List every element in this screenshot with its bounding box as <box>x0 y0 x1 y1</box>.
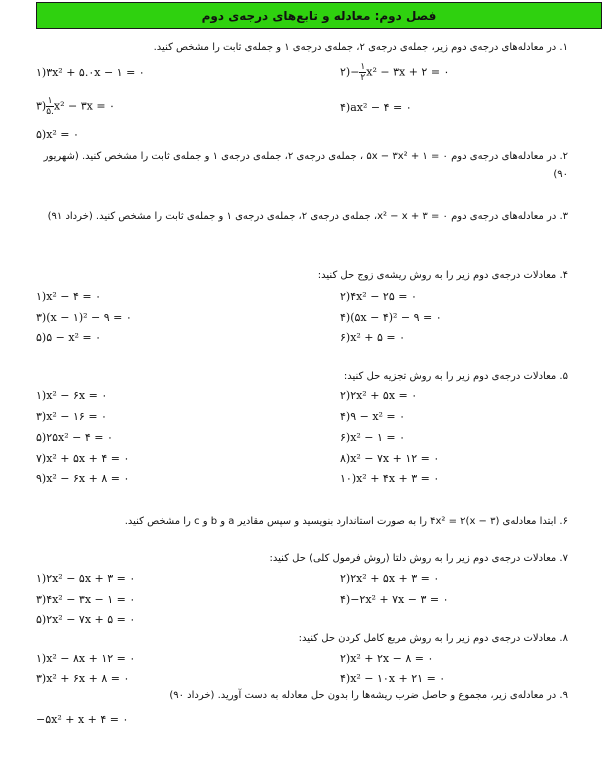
q1-equation-1: ۱)۳x² + ۵.۰x − ۱ = ۰ <box>36 66 145 79</box>
question-7-text: ۷. معادلات درجه‌ی دوم زیر را به روش دلتا (روش فرمول کلی) حل کنید: <box>269 553 568 564</box>
chapter-title: فصل دوم: معادله و تابع‌های درجه‌ی دوم <box>201 9 437 23</box>
q7-equation-1: ۱)۲x² − ۵x + ۳ = ۰ <box>36 572 136 585</box>
q5-equation-10: ۱۰)x² + ۴x + ۳ = ۰ <box>340 472 440 485</box>
q8-equation-4: ۴)x² − ۱۰x + ۲۱ = ۰ <box>340 672 446 685</box>
q5-equation-7: ۷)x² + ۵x + ۴ = ۰ <box>36 452 130 465</box>
q5-equation-4: ۴)۹ − x² = ۰ <box>340 410 406 423</box>
q1-equation-2 <box>340 62 449 83</box>
question-3-text: ۳. در معادله‌های درجه‌ی دوم ۰ = ۳ + x² − x، جمله‌ی درجه‌ی ۲، جمله‌ی درجه‌ی ۱ و جمله‌ی ثابت را مشخص کنید. (خرداد ۹۱) <box>47 211 568 222</box>
q4-equation-5: ۵)۵ − x² = ۰ <box>36 331 102 344</box>
q1-eq2-denominator: ۲ <box>360 73 366 83</box>
q5-equation-2: ۲)۲x² + ۵x = ۰ <box>340 389 418 402</box>
q5-equation-3: ۳)x² − ۱۶ = ۰ <box>36 410 107 423</box>
q1-eq3-fraction <box>46 96 54 117</box>
q4-equation-2: ۲)۴x² − ۲۵ = ۰ <box>340 290 417 303</box>
q4-equation-1: ۱)x² − ۴ = ۰ <box>36 290 102 303</box>
q1-eq2-prefix: ۲)− <box>340 65 360 79</box>
question-1-text: ۱. در معادله‌های درجه‌ی دوم زیر، جمله‌ی درجه‌ی ۲، جمله‌ی درجه‌ی ۱ و جمله‌ی ثابت را مشخص کنید. <box>153 42 568 53</box>
q8-equation-2: ۲)x² + ۲x − ۸ = ۰ <box>340 652 434 665</box>
question-5-text: ۵. معادلات درجه‌ی دوم زیر را به روش تجزیه حل کنید: <box>343 371 568 382</box>
q9-equation-1: −۵x² + x + ۴ = ۰ <box>36 713 129 726</box>
q1-equation-4: ۴)ax² − ۴ = ۰ <box>340 101 412 114</box>
question-8-text: ۸. معادلات درجه‌ی دوم زیر را به روش مربع کامل کردن حل کنید: <box>298 633 568 644</box>
q1-eq3-denominator: ۵. <box>46 107 54 117</box>
q7-equation-4: ۴)−۲x² + ۷x − ۳ = ۰ <box>340 593 449 606</box>
q5-equation-6: ۶)x² − ۱ = ۰ <box>340 431 406 444</box>
q7-equation-3: ۳)۴x² − ۳x − ۱ = ۰ <box>36 593 136 606</box>
q5-equation-5: ۵)۲۵x² − ۴ = ۰ <box>36 431 113 444</box>
question-4-text: ۴. معادلات درجه‌ی دوم زیر را به روش ریشه‌ی زوج حل کنید: <box>317 270 568 281</box>
q7-equation-2: ۲)۲x² + ۵x + ۳ = ۰ <box>340 572 440 585</box>
q5-equation-8: ۸)x² − ۷x + ۱۲ = ۰ <box>340 452 440 465</box>
q4-equation-6: ۶)x² + ۵ = ۰ <box>340 331 406 344</box>
question-6-text: ۶. ابتدا معادله‌ی ۴x² = ۲(x − ۳) را به صورت استاندارد بنویسید و سپس مقادیر a و b و c را مشخص کنید. <box>124 516 568 527</box>
q1-eq3-prefix: ۳) <box>36 99 47 113</box>
question-9-text: ۹. در معادله‌ی زیر، مجموع و حاصل ضرب ریشه‌ها را بدون حل معادله به دست آورید. (خرداد ۹۰) <box>169 690 568 701</box>
q4-equation-3: ۳)(x − ۱)² − ۹ = ۰ <box>36 311 132 324</box>
q8-equation-3: ۳)x² + ۶x + ۸ = ۰ <box>36 672 130 685</box>
q1-equation-5: ۵)x² = ۰ <box>36 128 79 141</box>
q1-eq3-rest: x² − ۳x = ۰ <box>53 99 115 113</box>
q5-equation-9: ۹)x² − ۶x + ۸ = ۰ <box>36 472 130 485</box>
q5-equation-1: ۱)x² − ۶x = ۰ <box>36 389 108 402</box>
chapter-title-banner <box>36 2 602 29</box>
question-2-text: ۲. در معادله‌های درجه‌ی دوم ۰ = ۱ + ۵x − ۳x² ، جمله‌ی درجه‌ی ۲، جمله‌ی درجه‌ی ۱ و جمله‌ی ثابت را مشخص کنید. (شهریور ۹۰) <box>43 151 568 180</box>
q1-eq2-rest: x² − ۳x + ۲ = ۰ <box>366 65 450 79</box>
q4-equation-4: ۴)(۵x − ۴)² − ۹ = ۰ <box>340 311 442 324</box>
q1-eq3-numerator: ۱ <box>47 96 53 106</box>
q1-eq2-numerator: ۱ <box>360 62 366 72</box>
q1-equation-3 <box>36 96 115 117</box>
q8-equation-1: ۱)x² − ۸x + ۱۲ = ۰ <box>36 652 136 665</box>
q7-equation-5: ۵)۲x² − ۷x + ۵ = ۰ <box>36 613 136 626</box>
